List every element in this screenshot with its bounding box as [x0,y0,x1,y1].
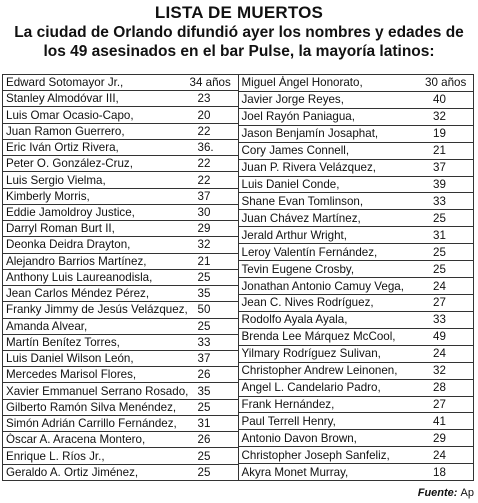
victim-age: 22 [197,157,211,171]
victim-age: 18 [433,465,446,479]
victim-age: 25 [197,449,211,463]
victim-name: Juan P. Rivera Velázquez, [241,161,376,175]
victim-name: Amanda Alvear, [6,319,88,333]
victim-name: Jerald Arthur Wright, [241,228,347,242]
victim-name: Akyra Monet Murray, [241,465,349,479]
victim-row [239,464,474,480]
header [0,3,478,61]
victim-row [3,383,238,399]
victim-name: Jason Benjamín Josaphat, [241,127,379,141]
victim-row [3,286,238,302]
victim-name: Stanley Almodóvar III, [6,92,119,106]
victim-age: 28 [433,381,446,395]
victim-age: 37 [433,161,446,175]
victim-age: 40 [433,93,446,107]
victim-row [3,400,238,416]
victim-row [239,244,474,261]
victim-row [3,75,238,91]
victim-age: 49 [433,330,446,344]
victim-name: Angel L. Candelario Padro, [241,381,381,395]
victim-name: Miguel Ángel Honorato, [241,76,363,90]
victim-name: Cory James Connell, [241,144,350,158]
victim-name: Eddie Jamoldroy Justice, [6,205,135,219]
victim-age: 25 [433,245,446,259]
victim-name: Luis Sergio Vielma, [6,173,106,187]
victim-age: 41 [433,414,446,428]
victim-row [3,237,238,253]
victim-age: 25 [197,465,211,479]
victim-name: Antonio Davon Brown, [241,431,357,445]
source-value: Ap [460,487,474,499]
victim-age: 21 [197,254,211,268]
victim-age: 33 [197,335,211,349]
victim-age: 24 [433,448,446,462]
victim-name: Gilberto Ramón Silva Menéndez, [6,400,177,414]
victim-row [239,363,474,380]
victim-name: Luis Daniel Conde, [241,177,340,191]
victim-age: 29 [433,431,446,445]
victim-age: 32 [197,238,211,252]
victim-age: 37 [197,352,211,366]
victim-age: 25 [433,262,446,276]
victim-age: 50 [197,303,211,317]
victim-name: Franky Jimmy de Jesús Velázquez, [6,303,188,317]
victim-name: Tevin Eugene Crosby, [241,262,355,276]
victim-name: Joel Rayón Paniagua, [241,110,355,124]
victim-name: Juan Ramon Guerrero, [6,124,125,138]
victim-row [239,447,474,464]
victims-column-right [239,75,474,480]
victim-row [239,430,474,447]
victim-row [3,465,238,480]
victim-row [239,210,474,227]
victim-age: 26 [197,433,211,447]
victim-name: Anthony Luis Laureanodisla, [6,270,153,284]
source-credit [418,487,474,499]
victim-age: 22 [197,124,211,138]
victim-row [3,124,238,140]
victim-row [3,302,238,318]
victim-name: Martín Benítez Torres, [6,335,120,349]
victim-name: Enrique L. Ríos Jr., [6,449,105,463]
victim-age: 22 [197,173,211,187]
victim-row [3,270,238,286]
victim-row [239,92,474,109]
victim-name: Christopher Joseph Sanfeliz, [241,448,390,462]
victim-age: 19 [433,127,446,141]
victim-row [239,329,474,346]
victim-name: Shane Evan Tomlinson, [241,194,364,208]
victim-name: Jean C. Nives Rodríguez, [241,296,374,310]
victim-age: 31 [433,228,446,242]
victim-age: 30 [197,205,211,219]
victims-column-left [3,75,239,480]
victim-age: 20 [197,108,211,122]
victim-age: 21 [433,144,446,158]
victim-age: 34 años [189,76,231,90]
victim-name: Peter O. González-Cruz, [6,157,133,171]
victim-age: 35 [197,287,211,301]
victim-name: Rodolfo Ayala Ayala, [241,313,348,327]
victim-age: 37 [197,189,211,203]
victim-row [3,107,238,123]
victim-age: 33 [433,194,446,208]
victim-name: Juan Chávez Martínez, [241,211,361,225]
victim-name: Xavier Emmanuel Serrano Rosado, [6,384,189,398]
victim-name: Eric Iván Ortiz Rivera, [6,141,119,155]
victim-row [3,156,238,172]
victim-name: Edward Sotomayor Jr., [6,76,124,90]
victim-name: Alejandro Barrios Martínez, [6,254,147,268]
victim-name: Javier Jorge Reyes, [241,93,344,107]
victim-name: Kimberly Morris, [6,189,90,203]
victim-name: Mercedes Marisol Flores, [6,368,137,382]
victim-age: 36. [197,141,214,155]
victim-age: 25 [197,270,211,284]
victim-name: Brenda Lee Márquez McCool, [241,330,396,344]
victim-name: Jean Carlos Méndez Pérez, [6,287,150,301]
victim-name: Christopher Andrew Leinonen, [241,364,398,378]
victim-row [239,193,474,210]
victim-age: 35 [197,384,211,398]
victim-name: Geraldo A. Ortiz Jiménez, [6,465,139,479]
victim-row [3,205,238,221]
victim-age: 31 [197,417,211,431]
victim-row [3,221,238,237]
victim-row [3,91,238,107]
victim-row [3,367,238,383]
victim-row [239,75,474,92]
victim-row [3,140,238,156]
victim-row [3,351,238,367]
victim-age: 24 [433,279,446,293]
victim-row [239,160,474,177]
victim-name: Óscar A. Aracena Montero, [6,433,146,447]
victim-name: Luis Daniel Wilson León, [6,352,134,366]
victim-row [239,346,474,363]
victim-age: 25 [197,319,211,333]
victim-row [239,143,474,160]
victim-age: 25 [433,211,446,225]
victim-age: 25 [197,400,211,414]
victim-age: 26 [197,368,211,382]
victim-row [239,413,474,430]
victim-row [3,335,238,351]
victim-row [3,319,238,335]
list-title: LISTA DE MUERTOS [154,3,324,22]
victim-row [239,278,474,295]
victim-name: Yilmary Rodríguez Sulivan, [241,347,381,361]
victim-age: 32 [433,364,446,378]
victim-row [239,126,474,143]
victim-row [239,397,474,414]
victim-age: 29 [197,222,211,236]
victim-row [239,177,474,194]
victim-age: 27 [433,296,446,310]
victim-name: Paul Terrell Henry, [241,414,336,428]
victims-table [2,74,474,481]
victim-name: Frank Hernández, [241,397,335,411]
victim-name: Luis Omar Ocasio-Capo, [6,108,134,122]
list-subtitle: La ciudad de Orlando difundió ayer los nombres y edades de los 49 asesinados en el bar Pulse, la mayoría latinos: [14,24,464,60]
victim-row [3,172,238,188]
victim-age: 39 [433,177,446,191]
victim-row [3,448,238,464]
victim-age: 27 [433,397,446,411]
victim-row [3,254,238,270]
victim-name: Jonathan Antonio Camuy Vega, [241,279,404,293]
source-label: Fuente: [417,487,458,499]
victim-row [239,380,474,397]
victim-name: Deonka Deidra Drayton, [6,238,131,252]
victim-row [239,295,474,312]
victim-row [239,261,474,278]
victim-name: Simón Adrián Carrillo Fernández, [6,417,177,431]
victim-name: Darryl Roman Burt II, [6,222,115,236]
victim-age: 33 [433,313,446,327]
victim-age: 32 [433,110,446,124]
victim-row [239,227,474,244]
victim-row [3,432,238,448]
victim-age: 23 [197,92,211,106]
victim-row [3,189,238,205]
victim-name: Leroy Valentín Fernández, [241,245,378,259]
victim-row [239,312,474,329]
victim-row [239,109,474,126]
victim-age: 24 [433,347,446,361]
victim-row [3,416,238,432]
victim-age: 30 años [425,76,467,90]
